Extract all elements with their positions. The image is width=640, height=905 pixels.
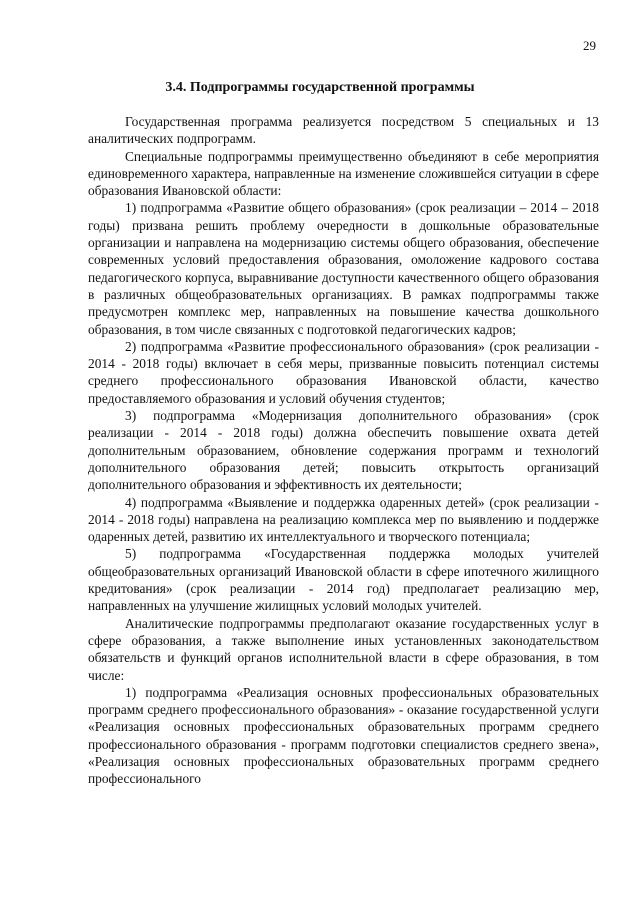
paragraph: 4) подпрограмма «Выявление и поддержка одаренных детей» (срок реализации - 2014 - 2018 годы) направлена на реализацию комплекса мер по выявлению и поддержке одаренных детей, развитию их интеллектуального и творческого потенциала; [88,494,599,545]
paragraph: Специальные подпрограммы преимущественно объединяют в себе мероприятия единовременного характера, направленные на изменение сложившейся ситуации в сфере образования Ивановской области: [88,148,599,199]
section-heading: 3.4. Подпрограммы государственной программы [165,80,475,95]
paragraph: Аналитические подпрограммы предполагают оказание государственных услуг в сфере образования, а также выполнение иных установленных законодательством обязательств и функций органов исполнительной власти в сфере образования, в том числе: [88,615,599,683]
document-body [88,113,599,788]
paragraph: 5) подпрограмма «Государственная поддержка молодых учителей общеобразовательных организаций Ивановской области в сфере ипотечного жилищного кредитования» (срок реализации - 2014 год) предполагает реализацию мер, направленных на улучшение жилищных условий молодых учителей. [88,546,599,614]
paragraph: Государственная программа реализуется посредством 5 специальных и 13 аналитических подпрограмм. [88,114,599,147]
paragraph: 2) подпрограмма «Развитие профессионального образования» (срок реализации - 2014 - 2018 годы) включает в себя меры, призванные повысить потенциал системы среднего профессионального образования Ивановской области, качество предоставляемого образования и условий обучения студентов; [88,338,599,406]
paragraph: 1) подпрограмма «Развитие общего образования» (срок реализации – 2014 – 2018 годы) призвана решить проблему очередности в дошкольные образовательные организации и направлена на модернизацию системы общего образования, обеспечение современных условий предоставления образования, омоложение кадрового состава педагогического корпуса, выравнивание доступности качественного общего образования в различных общеобразовательных организациях. В рамках подпрограммы также предусмотрен комплекс мер, направленных на повышение качества дошкольного образования, в том числе связанных с подготовкой педагогических кадров; [88,200,599,337]
paragraph: 3) подпрограмма «Модернизация дополнительного образования» (срок реализации - 2014 - 2018 годы) должна обеспечить повышение охвата детей дополнительным образованием, обновление содержания программ и технологий дополнительного образования детей; повысить открытость организаций дополнительного образования и эффективность их деятельности; [88,408,599,493]
paragraph: 1) подпрограмма «Реализация основных профессиональных образовательных программ среднего профессионального образования» - оказание государственной услуги «Реализация основных профессиональных образовательных программ среднего профессионального образования - программ подготовки специалистов среднего звена», «Реализация основных профессиональных образовательных программ среднего профессионального [88,684,599,787]
page-number: 29 [583,38,596,53]
